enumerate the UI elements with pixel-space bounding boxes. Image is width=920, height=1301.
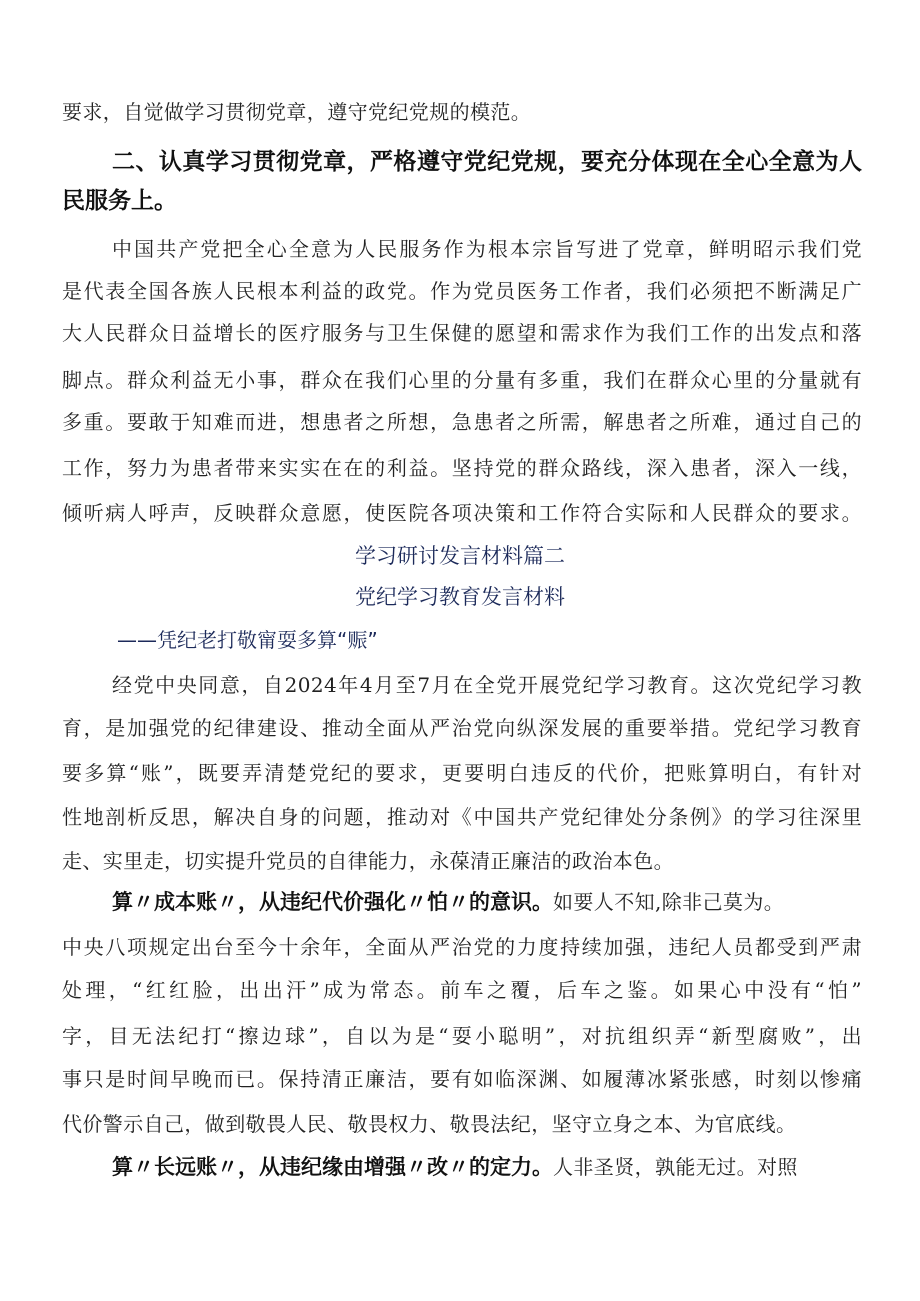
section-lead-tail: 人非圣贤，孰能无过。对照 xyxy=(553,1155,798,1179)
paragraph-line: 代价警示自己，做到敬畏人民、敬畏权力、敬畏法纪，坚守立身之本、为官底线。 xyxy=(62,1112,797,1136)
paragraph-line: 经党中央同意，自2024年4月至7月在全党开展党纪学习教育。这次党纪学习教 xyxy=(112,673,862,697)
section-lead-paragraph xyxy=(62,886,862,916)
paragraph-line: 脚点。群众利益无小事，群众在我们心里的分量有多重，我们在群众心里的分量就有 xyxy=(62,368,862,392)
document-subtitle: ——凭纪老打敬甯耍多算“赈” xyxy=(117,628,378,652)
document-title: 学习研讨发言材料篇二 xyxy=(355,544,565,568)
paragraph-line: 中国共产党把全心全意为人民服务作为根本宗旨写进了党章，鲜明昭示我们党 xyxy=(112,237,862,261)
section-lead-paragraph xyxy=(62,1151,862,1181)
paragraph-line: 事只是时间早晚而已。保持清正廉洁，要有如临深渊、如履薄冰紧张感，时刻以惨痛 xyxy=(62,1067,862,1091)
paragraph-line: 要多算“账”，既要弄清楚党纪的要求，更要明白违反的代价，把账算明白，有针对 xyxy=(62,761,862,785)
paragraph-line: 是代表全国各族人民根本利益的政党。作为党员医务工作者，我们必须把不断满足广 xyxy=(62,279,862,303)
section-lead: 算〃长远账〃，从违纪缘由增强〃改〃的定力。 xyxy=(112,1155,553,1179)
paragraph-line: 大人民群众日益增长的医疗服务与卫生保健的愿望和需求作为我们工作的出发点和落 xyxy=(62,321,862,345)
section-heading: 二、认真学习贯彻党章，严格遵守党纪党规，要充分体现在全心全意为人 xyxy=(112,149,862,175)
paragraph-line: 多重。要敢于知难而进，想患者之所想，急患者之所需，解患者之所难，通过自己的 xyxy=(62,410,862,434)
document-title-2: 党纪学习教育发言材料 xyxy=(355,585,565,609)
section-lead: 算〃成本账〃，从违纪代价强化〃怕〃的意识。 xyxy=(112,890,553,914)
paragraph-line: 处理，“红红脸，出出汗”成为常态。前车之覆，后车之鉴。如果心中没有“怕” xyxy=(62,978,862,1002)
section-lead-tail: 如要人不知,除非己莫为。 xyxy=(553,890,785,914)
paragraph-line: 工作，努力为患者带来实实在在的利益。坚持党的群众路线，深入患者，深入一线， xyxy=(62,456,862,480)
paragraph-line: 性地剖析反思，解决自身的问题，推动对《中国共产党纪律处分条例》的学习往深里 xyxy=(62,805,862,829)
paragraph-line: 要求，自觉做学习贯彻党章，遵守党纪党规的模范。 xyxy=(62,100,532,124)
paragraph-line: 字，目无法纪打“擦边球”，自以为是“耍小聪明”，对抗组织弄“新型腐败”，出 xyxy=(62,1024,862,1048)
paragraph-line: 育，是加强党的纪律建设、推动全面从严治党向纵深发展的重要举措。党纪学习教育 xyxy=(62,716,862,740)
paragraph-line: 走、实里走，切实提升党员的自律能力，永葆清正廉洁的政治本色。 xyxy=(62,849,674,873)
paragraph-line: 倾听病人呼声，反映群众意愿，使医院各项决策和工作符合实际和人民群众的要求。 xyxy=(62,501,862,525)
section-heading-cont: 民服务上。 xyxy=(62,188,177,214)
paragraph-line: 中央八项规定出台至今十余年，全面从严治党的力度持续加强，违纪人员都受到严肃 xyxy=(62,935,862,959)
